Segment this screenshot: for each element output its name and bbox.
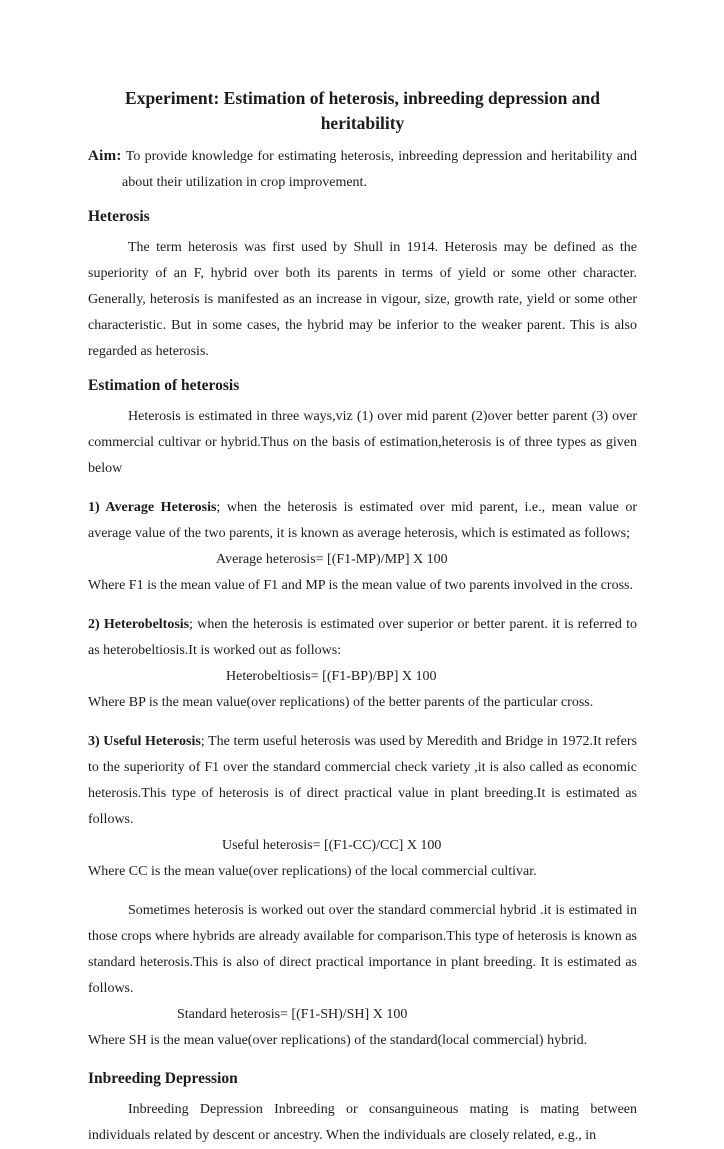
aim-paragraph <box>88 143 637 196</box>
useful-heterosis-term: 3) Useful Heterosis <box>88 734 201 749</box>
average-heterosis-note: Where F1 is the mean value of F1 and MP is the mean value of two parents involved in the cross. <box>88 578 633 593</box>
standard-heterosis-block <box>88 898 637 1054</box>
heterobeltosis-paragraph <box>88 612 637 664</box>
average-heterosis-definition: ; when the heterosis is estimated over mid parent, i.e., mean value or average value of the two parents, it is known as average heterosis, which is estimated as follows; <box>88 500 637 541</box>
useful-heterosis-formula: Useful heterosis= [(F1-CC)/CC] X 100 <box>222 838 442 853</box>
heterobeltosis-block <box>88 612 637 716</box>
heterosis-paragraph: The term heterosis was first used by Shull in 1914. Heterosis may be defined as the superiority of an F, hybrid over both its parents in terms of yield or some other character. Generally, heterosis is manifested as an increase in vigour, size, growth rate, yield or some other characteristic. But in some cases, the hybrid may be inferior to the weaker parent. This is also regarded as heterosis. <box>88 240 637 359</box>
document-title-line-2: heritability <box>320 113 405 133</box>
useful-heterosis-paragraph <box>88 729 637 833</box>
heading-estimation-of-heterosis: Estimation of heterosis <box>88 377 240 394</box>
standard-heterosis-paragraph: Sometimes heterosis is worked out over the standard commercial hybrid .it is estimated in those crops where hybrids are already available for comparison.This type of heterosis is known as standard heterosis.This is also of direct practical importance in plant breeding. It is estimated as follows. <box>88 903 637 996</box>
useful-heterosis-definition: ; The term useful heterosis was used by Meredith and Bridge in 1972.It refers to the superiority of F1 over the standard commercial check variety ,it is also called as economic heterosis.This type of heterosis is of direct practical value in plant breeding.It is estimated as follows. <box>88 734 637 827</box>
standard-heterosis-formula: Standard heterosis= [(F1-SH)/SH] X 100 <box>177 1007 408 1022</box>
heterobeltosis-term: 2) Heterobeltosis <box>88 617 190 632</box>
average-heterosis-block <box>88 495 637 599</box>
average-heterosis-paragraph <box>88 495 637 547</box>
average-heterosis-term: 1) Average Heterosis <box>88 500 217 515</box>
standard-heterosis-note: Where SH is the mean value(over replications) of the standard(local commercial) hybrid. <box>88 1033 588 1048</box>
heterobeltosis-definition: ; when the heterosis is estimated over superior or better parent. it is referred to as heterobeltiosis.It is worked out as follows: <box>88 617 637 658</box>
heterobeltiosis-formula: Heterobeltiosis= [(F1-BP)/BP] X 100 <box>226 669 437 684</box>
document-title-line-1: Experiment: Estimation of heterosis, inbreeding depression and <box>125 88 600 108</box>
document-title <box>88 86 637 136</box>
heading-heterosis: Heterosis <box>88 208 150 225</box>
aim-label: Aim: <box>88 148 122 164</box>
estimation-paragraph: Heterosis is estimated in three ways,viz (1) over mid parent (2)over better parent (3) over commercial cultivar or hybrid.Thus on the basis of estimation,heterosis is of three types as given below <box>88 409 637 476</box>
aim-text: To provide knowledge for estimating heterosis, inbreeding depression and heritability and about their utilization in crop improvement. <box>121 149 637 190</box>
heading-inbreeding-depression: Inbreeding Depression <box>88 1070 238 1087</box>
average-heterosis-formula: Average heterosis= [(F1-MP)/MP] X 100 <box>216 552 448 567</box>
useful-heterosis-block <box>88 729 637 885</box>
useful-heterosis-note: Where CC is the mean value(over replications) of the local commercial cultivar. <box>88 864 537 879</box>
inbreeding-depression-paragraph: Inbreeding Depression Inbreeding or consanguineous mating is mating between individuals related by descent or ancestry. When the individuals are closely related, e.g., in <box>88 1102 637 1143</box>
heterobeltiosis-note: Where BP is the mean value(over replications) of the better parents of the particular cross. <box>88 695 594 710</box>
